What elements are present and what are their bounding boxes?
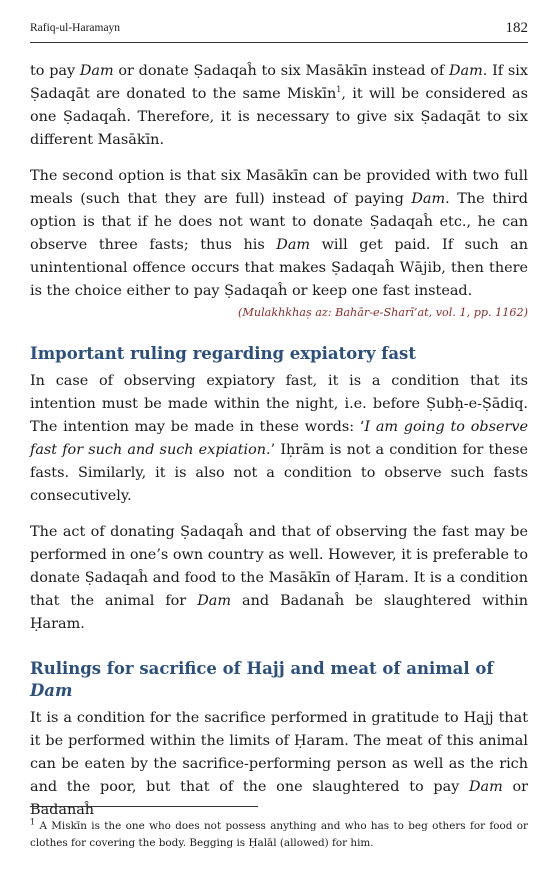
text-run: . The third option is that if he does not want to donate Ṣadaqaĥ etc., he can observe three fasts; thus his [30,191,528,253]
text-run: . If six Ṣadaqāt are donated to the same Miskīn [30,63,528,102]
text-run: or donate Ṣadaqaĥ to six Masākīn instead of [113,63,450,79]
paragraph-5 [30,707,528,822]
term-dam: Dam [276,237,311,253]
section-heading-expiatory-fast: Important ruling regarding expiatory fast [30,344,416,363]
footnote-number: 1 [30,817,36,827]
text-run: , it will be considered as one Ṣadaqaĥ. Therefore, it is necessary to give six Ṣadaqāt to six different Masākīn. [30,86,528,148]
text-run: The act of donating Ṣadaqaĥ and that of observing the fast may be performed in one’s own country as well. However, it is preferable to donate Ṣadaqaĥ and food to the Masākīn of Ḥaram. It is a condition that the animal for [30,524,528,609]
term-dam: Dam [468,779,503,795]
main-text [30,60,528,822]
page-number: 182 [505,20,528,36]
paragraph-2 [30,165,528,303]
running-header [30,20,528,43]
text-run: or Badanaĥ [30,779,528,818]
text-run: ’ Iḥrām is not a condition for these fasts. Similarly, it is also not a condition to observe such fasts consecutively. [30,442,528,504]
footnote-text: A Miskīn is the one who does not possess anything and who has to beg others for food or clothes for covering the body. Begging is Ḥalāl (allowed) for him. [30,820,528,849]
term-dam: Dam [449,63,483,79]
footnote [30,818,528,852]
paragraph-1 [30,60,528,152]
heading-text: Rulings for sacrifice of Hajj and meat of animal of [30,659,494,678]
quoted-intention: I am going to observe fast for such and such expiation. [30,419,528,458]
citation: (Mulakhkhaṣ az: Bahār-e-Sharī’at, vol. 1, pp. 1162) [238,306,528,319]
paragraph-4 [30,521,528,636]
footnote-divider [30,806,258,807]
text-run: to pay [30,63,80,79]
text-run: The second option is that six Masākīn can be provided with two full meals (such that they are full) instead of paying [30,168,528,207]
text-run: and Badanaĥ be slaughtered within Ḥaram. [30,593,528,632]
text-run: In case of observing expiatory fast, it is a condition that its intention must be made within the night, i.e. before Ṣubḥ-e-Ṣādiq. The intention may be made in these words: ‘ [30,373,528,435]
term-dam: Dam [197,593,231,609]
paragraph-3 [30,370,528,508]
term-dam: Dam [79,63,114,79]
footnote-marker[interactable]: 1 [336,85,342,95]
text-run: will get paid. If such an unintentional offence occurs that makes Ṣadaqaĥ Wājib, then there is the choice either to pay Ṣadaqaĥ or keep one fast instead. [30,237,528,299]
term-dam: Dam [30,681,73,700]
term-dam: Dam [411,191,446,207]
book-title: Rafiq-ul-Haramayn [30,22,121,34]
text-run: It is a condition for the sacrifice performed in gratitude to Hajj that it be performed within the limits of Ḥaram. The meat of this animal can be eaten by the sacrifice-performing person as well as the rich and the poor, but that of the one slaughtered to pay [30,710,528,795]
section-heading-sacrifice [30,658,528,702]
